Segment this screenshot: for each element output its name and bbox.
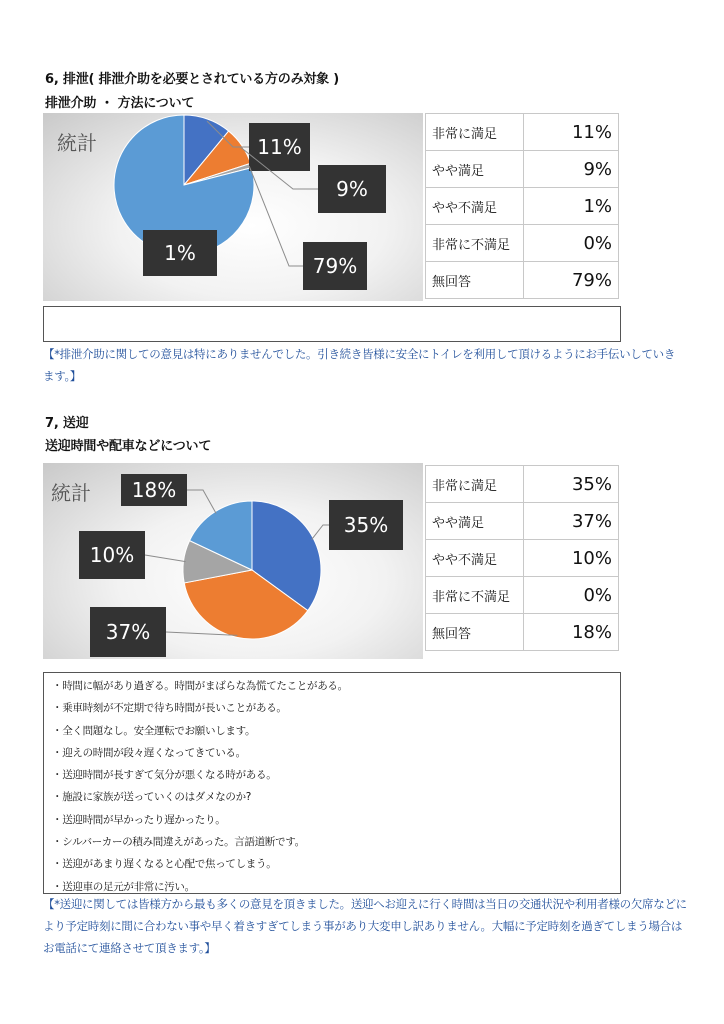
section6-note: 【*排泄介助に関しての意見は特にありませんでした。引き続き皆様に安全にトイレを利用して頂けるようにお手伝いしていきます。】 (43, 347, 676, 383)
table-cell-label: やや不満足 (426, 188, 524, 225)
table-cell-value: 79% (524, 262, 619, 299)
section6-comment-box (43, 306, 621, 342)
table-cell-value: 11% (524, 114, 619, 151)
section6-title: 6, 排泄( 排泄介助を必要とされている方のみ対象 ) (45, 72, 340, 87)
table-cell-value: 18% (524, 614, 619, 651)
leader-line (249, 166, 303, 266)
chart2-stat-label: 統計 (51, 481, 91, 505)
section7-table (425, 465, 619, 651)
table-row (426, 503, 619, 540)
data-label: 9% (336, 177, 368, 201)
data-label: 37% (105, 620, 151, 644)
section7-note: 【*送迎に関しては皆様方から最も多くの意見を頂きました。送迎へお迎えに行く時間は当日の交通状況や利用者様の欠席などにより予定時刻に間に合わない事や早く着きすぎてしまう事があり大変申し訳ありません。大幅に予定時刻を過ぎてしまう場合はお電話にて連絡させて頂きます。】 (43, 897, 687, 955)
section7-subtitle: 送迎時間や配車などについて (45, 439, 212, 454)
list-item: ・全く問題なし。安全運転でお願いします。 (52, 724, 256, 737)
section7-title: 7, 送迎 (45, 416, 89, 431)
pie-chart-1 (43, 113, 423, 301)
section7-comment-list (43, 672, 621, 894)
leader-line (145, 555, 186, 562)
table-cell-label: やや満足 (426, 151, 524, 188)
pie-chart-1-svg (43, 113, 423, 301)
table-cell-value: 37% (524, 503, 619, 540)
table-cell-value: 35% (524, 466, 619, 503)
table-cell-label: 非常に満足 (426, 114, 524, 151)
list-item: ・送迎があまり遅くなると心配で焦ってしまう。 (52, 858, 277, 871)
table-cell-value: 9% (524, 151, 619, 188)
table-cell-label: 無回答 (426, 262, 524, 299)
list-item: ・送迎車の足元が非常に汚い。 (52, 880, 195, 893)
table-cell-value: 10% (524, 540, 619, 577)
data-label: 11% (257, 135, 302, 159)
list-item: ・乗車時刻が不定期で待ち時間が長いことがある。 (52, 702, 287, 715)
table-cell-label: 非常に満足 (426, 466, 524, 503)
pie-chart-2 (43, 463, 423, 659)
table-cell-value: 1% (524, 188, 619, 225)
table-cell-label: やや不満足 (426, 540, 524, 577)
data-label: 18% (131, 478, 177, 502)
table-row (426, 114, 619, 151)
table-row (426, 614, 619, 651)
data-label: 79% (312, 254, 358, 278)
list-item: ・送迎時間が長すぎて気分が悪くなる時がある。 (52, 769, 277, 782)
table-row (426, 151, 619, 188)
table-cell-label: 非常に不満足 (426, 225, 524, 262)
list-item: ・時間に幅があり過ぎる。時間がまばらな為慌てたことがある。 (52, 680, 348, 692)
table-row (426, 262, 619, 299)
leader-line (312, 525, 329, 540)
section6-subtitle: 排泄介助 ・ 方法について (45, 96, 195, 111)
table-cell-label: やや満足 (426, 503, 524, 540)
table-row (426, 466, 619, 503)
table-cell-label: 非常に不満足 (426, 577, 524, 614)
table-row (426, 540, 619, 577)
table-row (426, 225, 619, 262)
leader-line (187, 490, 216, 513)
data-label: 35% (343, 513, 389, 537)
table-cell-label: 無回答 (426, 614, 524, 651)
table-row (426, 577, 619, 614)
list-item: ・施設に家族が送っていくのはダメなのか? (52, 791, 252, 804)
list-item: ・送迎時間が早かったり遅かったり。 (52, 813, 226, 826)
list-item: ・シルバーカーの積み間違えがあった。言語道断です。 (52, 836, 305, 849)
table-cell-value: 0% (524, 225, 619, 262)
table-row (426, 188, 619, 225)
chart1-stat-label: 統計 (57, 131, 97, 155)
data-label: 1% (164, 241, 196, 265)
section6-table (425, 113, 619, 299)
pie-chart-2-svg (43, 463, 423, 659)
data-label: 10% (89, 543, 135, 567)
list-item: ・迎えの時間が段々遅くなってきている。 (52, 746, 246, 759)
table-cell-value: 0% (524, 577, 619, 614)
